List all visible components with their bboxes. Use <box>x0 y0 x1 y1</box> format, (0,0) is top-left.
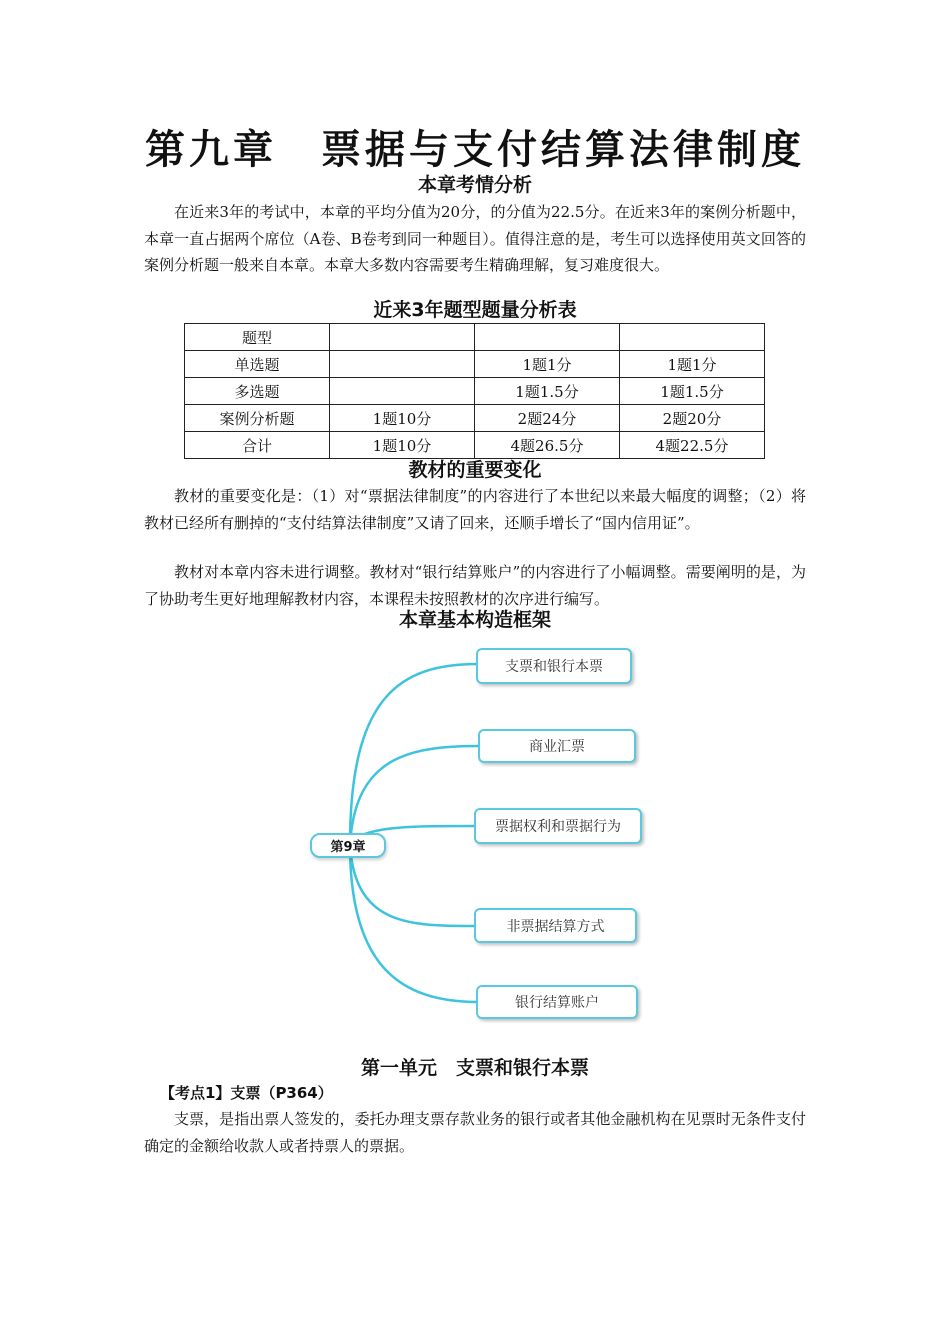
table-cell: 单选题 <box>185 351 330 378</box>
table-row <box>185 351 765 378</box>
table-cell <box>475 324 620 351</box>
table-row <box>185 324 765 351</box>
table-cell <box>330 378 475 405</box>
table-cell <box>330 324 475 351</box>
connector-1 <box>350 664 478 845</box>
table-cell: 1题1.5分 <box>620 378 765 405</box>
textbook-changes-heading: 教材的重要变化 <box>408 459 542 481</box>
unit-heading: 第一单元 支票和银行本票 <box>360 1057 589 1079</box>
mindmap-node-bank-accounts: 银行结算账户 <box>476 985 638 1019</box>
chapter-mindmap <box>300 636 660 1030</box>
chapter-title: 第九章 票据与支付结算法律制度 <box>145 126 805 173</box>
table-cell: 多选题 <box>185 378 330 405</box>
mindmap-node-check-promissory: 支票和银行本票 <box>476 648 632 684</box>
table-cell: 1题1分 <box>475 351 620 378</box>
framework-heading: 本章基本构造框架 <box>398 609 551 631</box>
table-row <box>185 432 765 459</box>
connector-2 <box>350 746 480 845</box>
table-cell <box>330 351 475 378</box>
table-cell: 1题10分 <box>330 432 475 459</box>
table-cell: 2题20分 <box>620 405 765 432</box>
table-row <box>185 378 765 405</box>
mindmap-node-commercial-draft: 商业汇票 <box>478 729 636 763</box>
table-cell: 4题22.5分 <box>620 432 765 459</box>
table-cell <box>620 324 765 351</box>
textbook-changes-paragraph-2: 教材对本章内容未进行调整。教材对“银行结算账户”的内容进行了小幅调整。需要阐明的是，为了协助考生更好地理解教材内容，本课程未按照教材的次序进行编写。 <box>144 563 806 608</box>
table-cell: 合计 <box>185 432 330 459</box>
table-caption: 近来3年题型题量分析表 <box>373 299 577 321</box>
table-cell: 案例分析题 <box>185 405 330 432</box>
textbook-changes-paragraph-1: 教材的重要变化是：（1）对“票据法律制度”的内容进行了本世纪以来最大幅度的调整；（2）将教材已经所有删掉的“支付结算法律制度”又请了回来，还顺手增长了“国内信用证”。 <box>144 487 806 532</box>
table-cell: 题型 <box>185 324 330 351</box>
mindmap-root-node: 第9章 <box>310 833 386 858</box>
check-definition-paragraph: 支票，是指出票人签发的，委托办理支票存款业务的银行或者其他金融机构在见票时无条件支付确定的金额给收款人或者持票人的票据。 <box>144 1110 806 1155</box>
table-cell: 4题26.5分 <box>475 432 620 459</box>
exam-analysis-heading: 本章考情分析 <box>417 174 532 196</box>
table-cell: 2题24分 <box>475 405 620 432</box>
table-row <box>185 405 765 432</box>
exam-point-label: 【考点1】支票（P364） <box>160 1084 333 1102</box>
mindmap-node-non-instrument: 非票据结算方式 <box>474 908 637 943</box>
table-cell: 1题1分 <box>620 351 765 378</box>
question-type-table <box>184 323 765 459</box>
mindmap-node-instrument-rights: 票据权利和票据行为 <box>474 808 642 844</box>
exam-analysis-paragraph: 在近来3年的考试中，本章的平均分值为20分，的分值为22.5分。在近来3年的案例分析题中，本章一直占据两个席位（A卷、B卷考到同一种题目）。值得注意的是，考生可以选择使用英文回答的案例分析题一般来自本章。本章大多数内容需要考生精确理解，复习难度很大。 <box>144 203 806 274</box>
table-cell: 1题1.5分 <box>475 378 620 405</box>
table-cell: 1题10分 <box>330 405 475 432</box>
